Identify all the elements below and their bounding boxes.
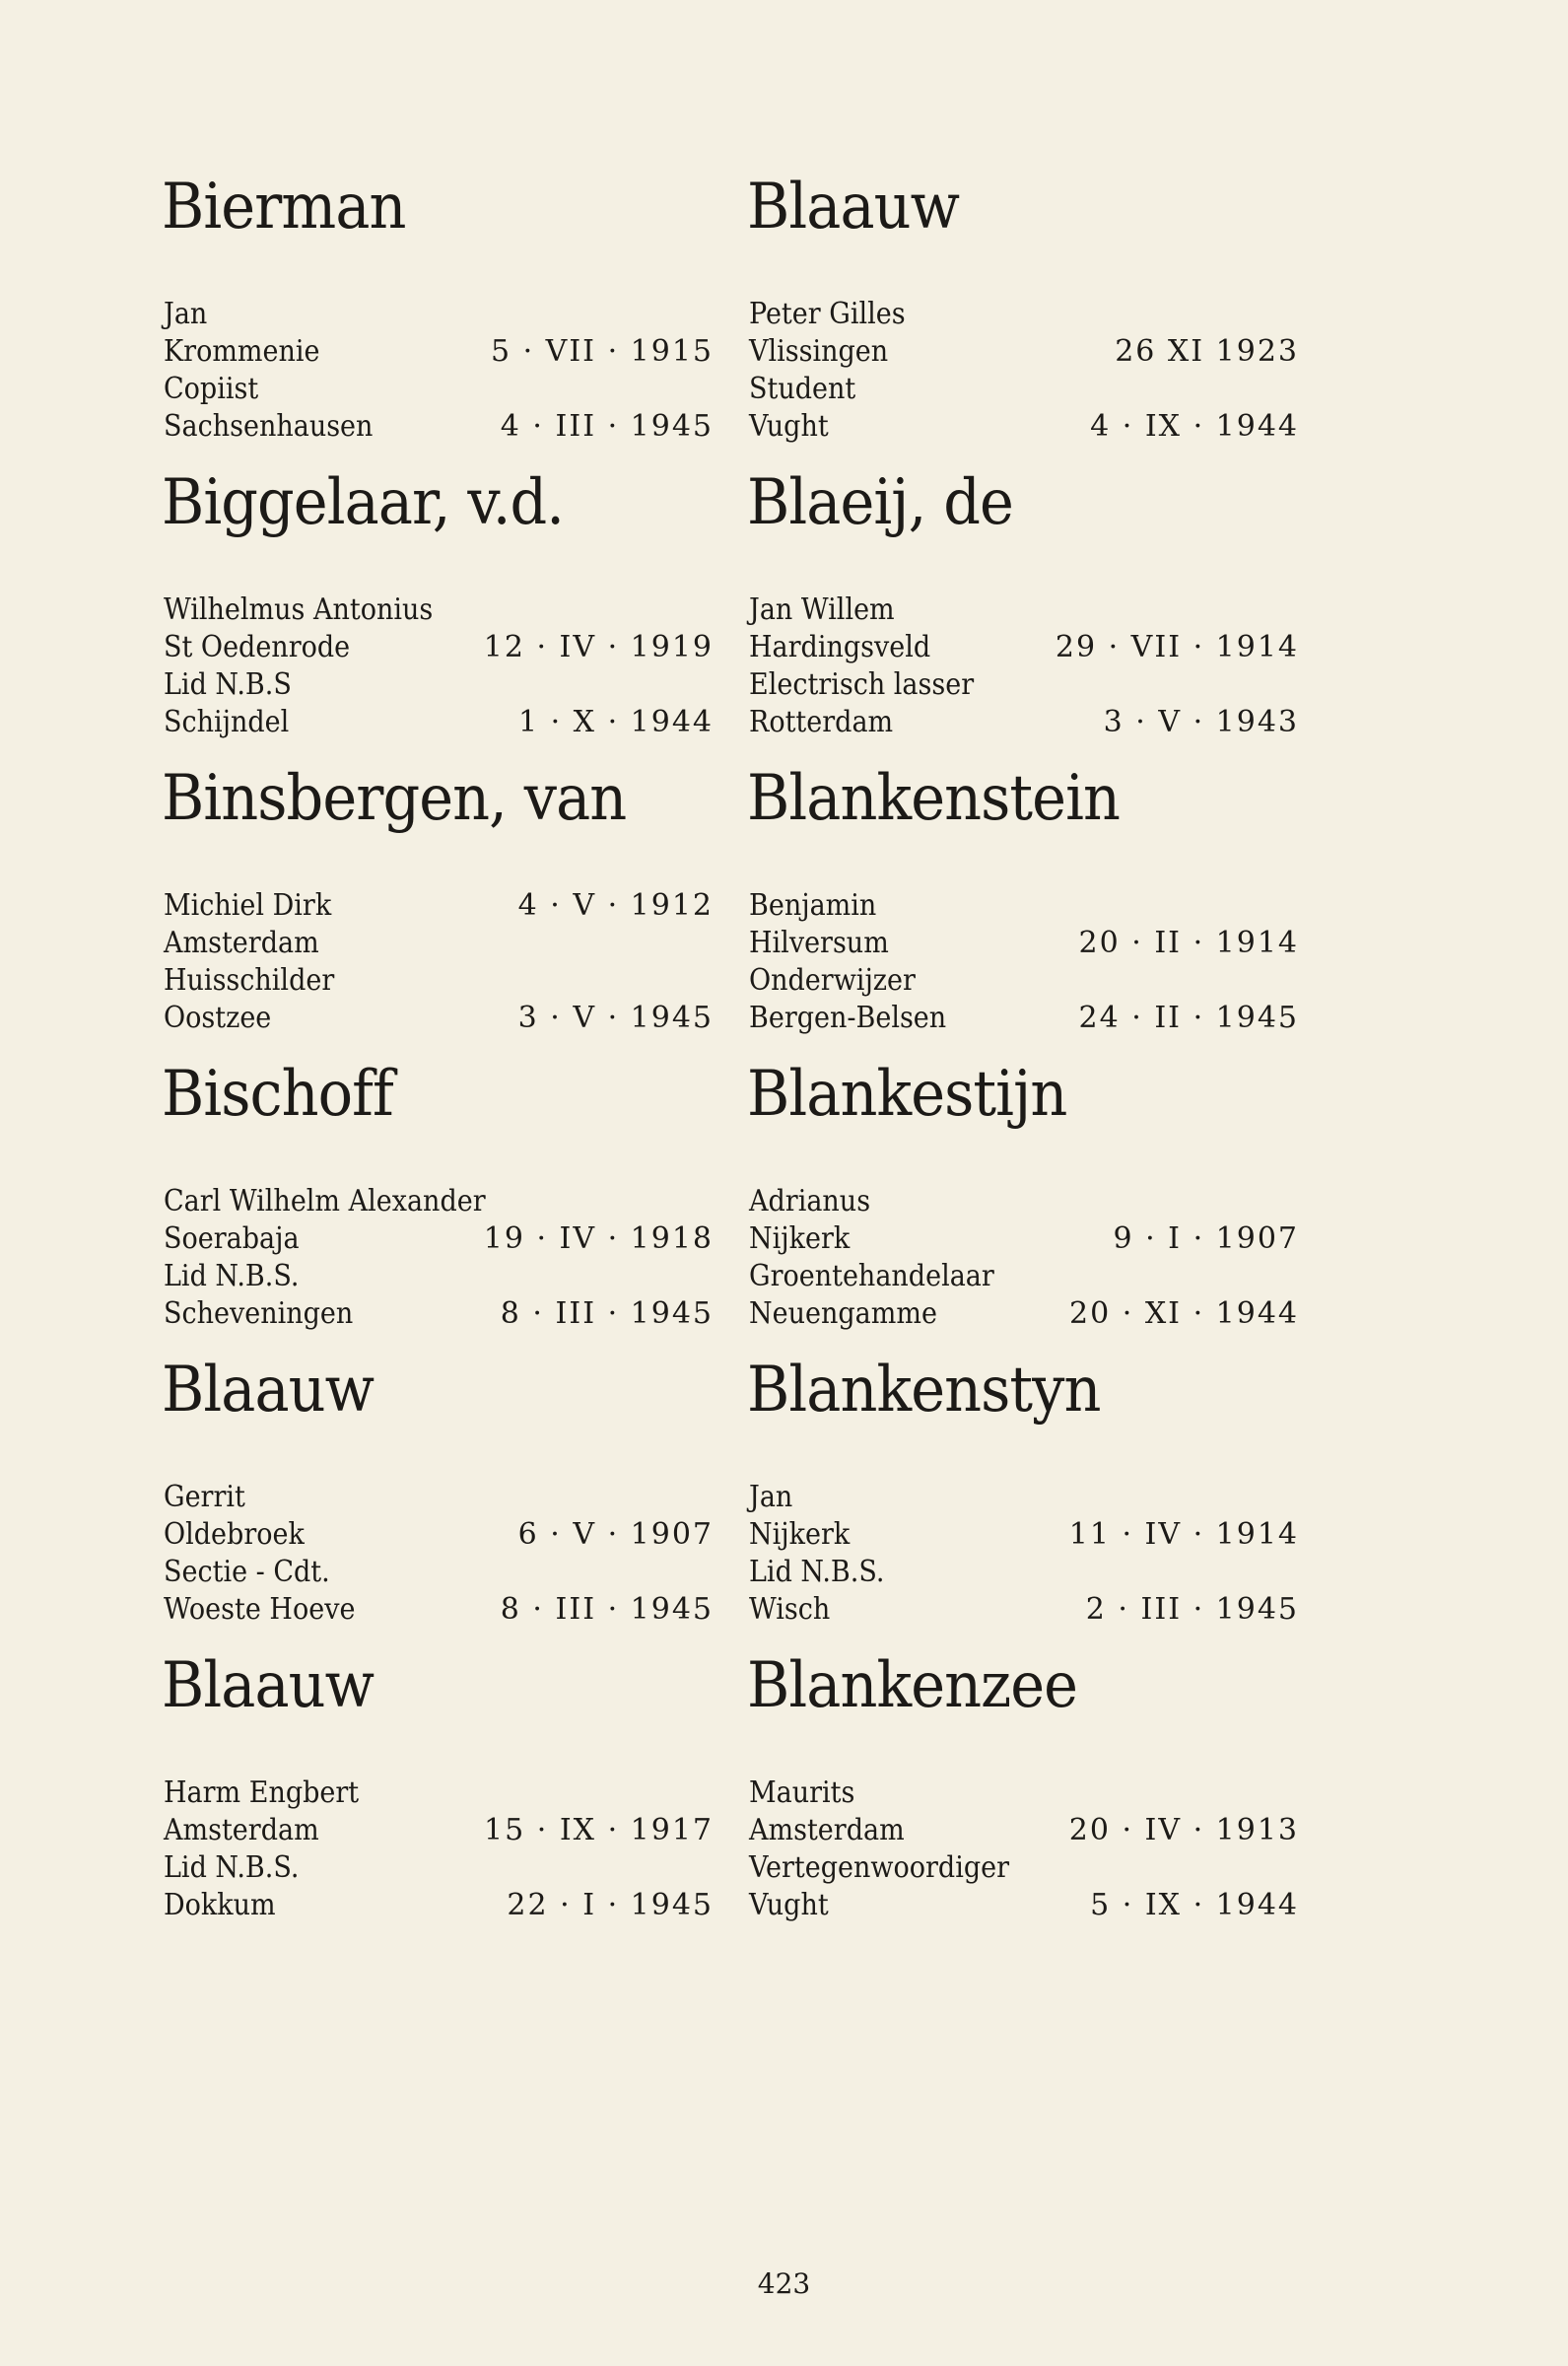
death-place-line bbox=[162, 1591, 714, 1629]
death-place: Wisch bbox=[749, 1592, 831, 1627]
birthplace-line bbox=[162, 1516, 714, 1554]
given-names: Jan bbox=[164, 297, 208, 331]
birthplace: Amsterdam bbox=[164, 1813, 319, 1847]
birthplace: Krommenie bbox=[164, 334, 320, 369]
death-date: 3 · V · 1943 bbox=[1103, 705, 1299, 739]
entry bbox=[747, 453, 1299, 749]
death-place: Woeste Hoeve bbox=[164, 1592, 356, 1627]
occupation: Vertegenwoordiger bbox=[749, 1850, 1010, 1885]
given-names-line bbox=[162, 1479, 714, 1516]
occupation: Lid N.B.S. bbox=[164, 1259, 300, 1293]
occupation: Huisschilder bbox=[164, 963, 335, 998]
birth-date: 20 · II · 1914 bbox=[1078, 926, 1299, 960]
birth-date: 11 · IV · 1914 bbox=[1068, 1517, 1299, 1552]
occupation: Groentehandelaar bbox=[749, 1259, 994, 1293]
surname-heading: Blaauw bbox=[162, 1649, 375, 1722]
death-date: 5 · IX · 1944 bbox=[1090, 1888, 1299, 1922]
birthplace: Hilversum bbox=[749, 926, 889, 960]
given-names-line bbox=[747, 887, 1299, 925]
surname-heading: Binsbergen, van bbox=[162, 762, 627, 835]
birthplace: Nijkerk bbox=[749, 1517, 851, 1552]
given-names: Benjamin bbox=[749, 888, 877, 923]
death-place: Bergen-Belsen bbox=[749, 1001, 947, 1035]
entry bbox=[162, 1341, 714, 1636]
occupation-line bbox=[747, 371, 1299, 408]
entry bbox=[162, 1045, 714, 1341]
death-date: 20 · XI · 1944 bbox=[1069, 1296, 1299, 1331]
death-place: Schijndel bbox=[164, 705, 290, 739]
death-place: Scheveningen bbox=[164, 1296, 354, 1331]
birth-date: 29 · VII · 1914 bbox=[1055, 630, 1299, 664]
death-date: 22 · I · 1945 bbox=[507, 1888, 714, 1922]
given-names: Peter Gilles bbox=[749, 297, 906, 331]
occupation-line bbox=[747, 1849, 1299, 1887]
death-place: Neuengamme bbox=[749, 1296, 937, 1331]
birth-date: 5 · VII · 1915 bbox=[490, 334, 714, 369]
birth-date: 15 · IX · 1917 bbox=[484, 1813, 714, 1847]
surname-heading: Bischoff bbox=[162, 1058, 393, 1131]
death-date: 4 · III · 1945 bbox=[500, 409, 714, 444]
occupation: Lid N.B.S. bbox=[749, 1555, 885, 1589]
occupation: Lid N.B.S. bbox=[164, 1850, 300, 1885]
death-place: Vught bbox=[749, 1888, 829, 1922]
death-place-line bbox=[162, 408, 714, 446]
birthplace-line bbox=[162, 629, 714, 666]
given-names-line bbox=[747, 1774, 1299, 1812]
occupation: Onderwijzer bbox=[749, 963, 916, 998]
given-names-line bbox=[747, 1479, 1299, 1516]
given-names: Jan bbox=[749, 1480, 793, 1514]
death-place-line bbox=[162, 704, 714, 741]
birthplace-line bbox=[747, 1812, 1299, 1849]
death-place-line bbox=[747, 704, 1299, 741]
birthplace-line bbox=[747, 629, 1299, 666]
birthplace-line bbox=[747, 1220, 1299, 1258]
entry bbox=[162, 1636, 714, 1932]
birthplace-line bbox=[162, 925, 714, 962]
birth-date: 26 XI 1923 bbox=[1115, 334, 1299, 369]
occupation: Sectie - Cdt. bbox=[164, 1555, 330, 1589]
occupation-line bbox=[162, 1849, 714, 1887]
occupation-line bbox=[162, 1258, 714, 1295]
surname-heading: Blankenstyn bbox=[747, 1354, 1101, 1427]
surname-heading: Biggelaar, v.d. bbox=[162, 466, 565, 539]
death-date: 8 · III · 1945 bbox=[500, 1592, 714, 1627]
right-column bbox=[747, 158, 1299, 1932]
birthplace: Amsterdam bbox=[164, 926, 319, 960]
given-names-line bbox=[747, 1183, 1299, 1220]
occupation: Copiist bbox=[164, 372, 259, 406]
birthplace: Amsterdam bbox=[749, 1813, 905, 1847]
entry bbox=[162, 749, 714, 1045]
birthplace-line bbox=[747, 925, 1299, 962]
surname-heading: Blankenstein bbox=[747, 762, 1121, 835]
death-place-line bbox=[747, 1887, 1299, 1924]
death-place-line bbox=[747, 1295, 1299, 1333]
surname-heading: Blaeij, de bbox=[747, 466, 1013, 539]
entry bbox=[747, 1341, 1299, 1636]
given-names: Wilhelmus Antonius bbox=[164, 592, 434, 627]
death-date: 4 · IX · 1944 bbox=[1090, 409, 1299, 444]
death-place-line bbox=[747, 408, 1299, 446]
death-date: 1 · X · 1944 bbox=[517, 705, 714, 739]
given-names: Gerrit bbox=[164, 1480, 245, 1514]
death-place-line bbox=[162, 1295, 714, 1333]
birth-date: 9 · I · 1907 bbox=[1113, 1221, 1299, 1256]
birthplace: St Oedenrode bbox=[164, 630, 351, 664]
entry bbox=[162, 158, 714, 453]
surname-heading: Bierman bbox=[162, 171, 406, 244]
death-place: Dokkum bbox=[164, 1888, 276, 1922]
entry bbox=[162, 453, 714, 749]
occupation: Lid N.B.S bbox=[164, 667, 292, 702]
birthplace: Vlissingen bbox=[749, 334, 889, 369]
occupation-line bbox=[747, 962, 1299, 1000]
surname-heading: Blaauw bbox=[162, 1354, 375, 1427]
death-date: 24 · II · 1945 bbox=[1078, 1001, 1299, 1035]
given-names-line bbox=[162, 1774, 714, 1812]
death-place: Rotterdam bbox=[749, 705, 894, 739]
birth-date: 19 · IV · 1918 bbox=[483, 1221, 714, 1256]
occupation-line bbox=[162, 666, 714, 704]
occupation: Electrisch lasser bbox=[749, 667, 975, 702]
given-names: Maurits bbox=[749, 1775, 855, 1810]
given-names: Carl Wilhelm Alexander bbox=[164, 1184, 486, 1218]
birthplace: Oldebroek bbox=[164, 1517, 305, 1552]
occupation-line bbox=[747, 1258, 1299, 1295]
occupation: Student bbox=[749, 372, 856, 406]
death-date: 2 · III · 1945 bbox=[1085, 1592, 1299, 1627]
given-names-line bbox=[162, 1183, 714, 1220]
birth-date: 4 · V · 1912 bbox=[517, 888, 714, 923]
death-place: Sachsenhausen bbox=[164, 409, 374, 444]
birthplace: Hardingsveld bbox=[749, 630, 931, 664]
given-names-line bbox=[162, 887, 714, 925]
birth-date: 6 · V · 1907 bbox=[517, 1517, 714, 1552]
surname-heading: Blaauw bbox=[747, 171, 960, 244]
occupation-line bbox=[162, 1554, 714, 1591]
death-place-line bbox=[162, 1000, 714, 1037]
death-date: 8 · III · 1945 bbox=[500, 1296, 714, 1331]
given-names-line bbox=[747, 592, 1299, 629]
birthplace: Soerabaja bbox=[164, 1221, 300, 1256]
given-names: Jan Willem bbox=[749, 592, 895, 627]
left-column bbox=[162, 158, 714, 1932]
occupation-line bbox=[747, 666, 1299, 704]
birth-date: 20 · IV · 1913 bbox=[1068, 1813, 1299, 1847]
death-place: Vught bbox=[749, 409, 829, 444]
given-names-line bbox=[747, 296, 1299, 333]
entry bbox=[747, 1636, 1299, 1932]
given-names-line bbox=[162, 296, 714, 333]
birthplace-line bbox=[747, 333, 1299, 371]
birthplace: Nijkerk bbox=[749, 1221, 851, 1256]
given-names-line bbox=[162, 592, 714, 629]
birthplace-line bbox=[162, 1220, 714, 1258]
given-names: Michiel Dirk bbox=[164, 888, 332, 923]
birthplace-line bbox=[747, 1516, 1299, 1554]
page-number: 423 bbox=[757, 2267, 811, 2300]
birthplace-line bbox=[162, 333, 714, 371]
surname-heading: Blankenzee bbox=[747, 1649, 1078, 1722]
occupation-line bbox=[162, 962, 714, 1000]
death-place-line bbox=[747, 1591, 1299, 1629]
surname-heading: Blankestijn bbox=[747, 1058, 1067, 1131]
entry bbox=[747, 1045, 1299, 1341]
death-place: Oostzee bbox=[164, 1001, 272, 1035]
death-place-line bbox=[747, 1000, 1299, 1037]
given-names: Adrianus bbox=[749, 1184, 871, 1218]
birth-date: 12 · IV · 1919 bbox=[483, 630, 714, 664]
death-date: 3 · V · 1945 bbox=[517, 1001, 714, 1035]
entry bbox=[747, 749, 1299, 1045]
occupation-line bbox=[162, 371, 714, 408]
given-names: Harm Engbert bbox=[164, 1775, 360, 1810]
occupation-line bbox=[747, 1554, 1299, 1591]
entry bbox=[747, 158, 1299, 453]
death-place-line bbox=[162, 1887, 714, 1924]
birthplace-line bbox=[162, 1812, 714, 1849]
